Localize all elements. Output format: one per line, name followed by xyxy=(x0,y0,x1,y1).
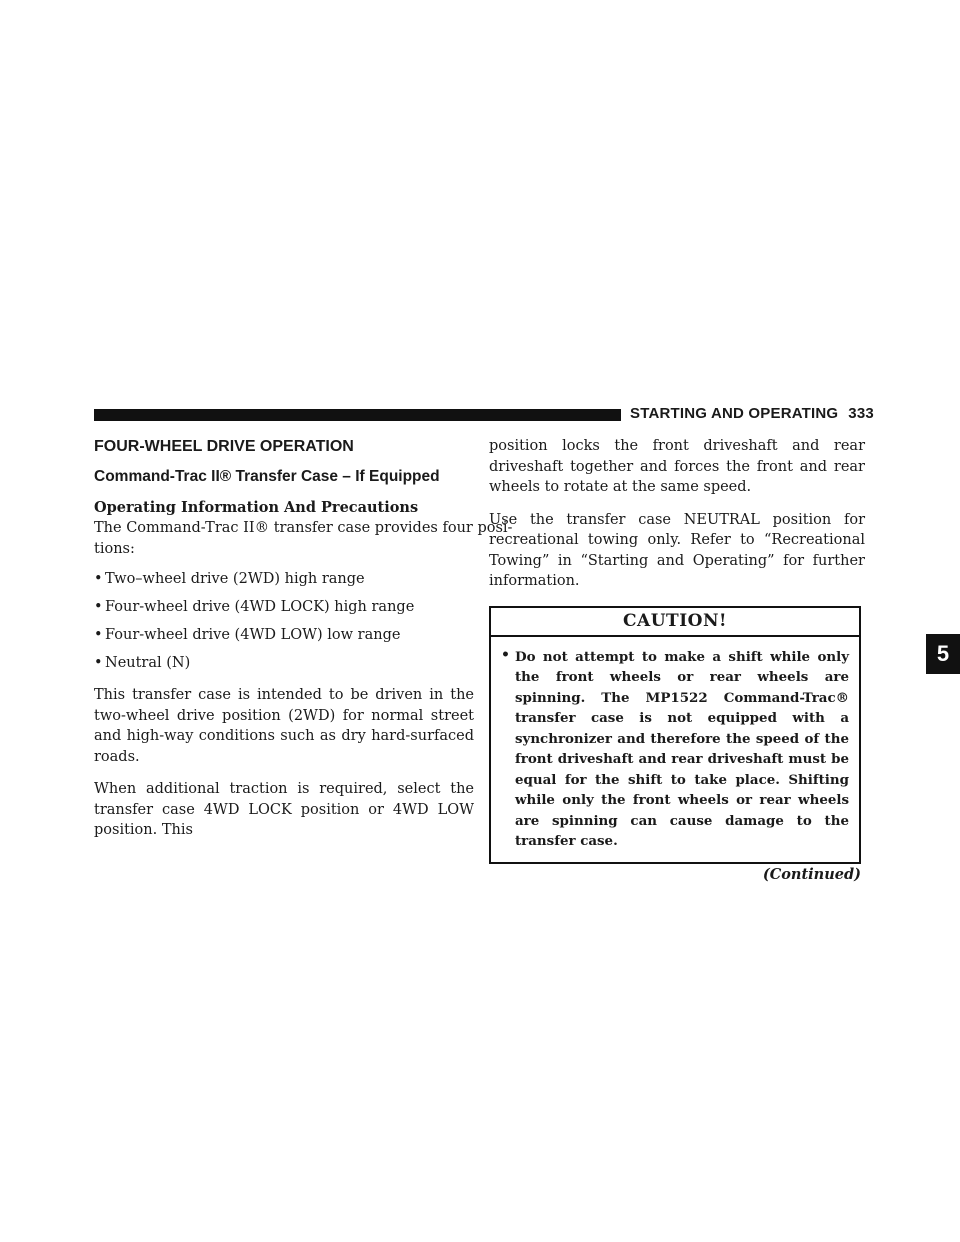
intro-line-1: The Command-Trac II® transfer case provides four posi- xyxy=(94,520,513,536)
caution-text: Do not attempt to make a shift while only the front wheels or rear wheels are spinning. The MP1522 Command-Trac® transfer case is not equipped with a synchronizer and therefore the speed of the front driveshaft and rear driveshaft must be equal for the shift to take place. Shifting while only the front wheels or rear wheels are spinning can cause damage to the transfer case. xyxy=(515,648,849,849)
caution-body xyxy=(491,637,859,862)
right-column xyxy=(489,436,865,883)
list-item: • Four-wheel drive (4WD LOW) low range xyxy=(94,627,401,643)
list-item: • Four-wheel drive (4WD LOCK) high range xyxy=(94,599,415,615)
paragraph-2wd: This transfer case is intended to be driven in the two-wheel drive position (2WD) for normal street and high-way conditions such as dry hard-surfaced roads. xyxy=(94,687,474,765)
paragraph-lock: position locks the front driveshaft and rear driveshaft together and forces the front and rear wheels to rotate at the same speed. xyxy=(489,438,865,495)
caution-bullet: • xyxy=(501,646,510,663)
positions-list xyxy=(94,569,474,673)
left-column xyxy=(94,436,513,853)
page-number: 333 xyxy=(848,405,874,422)
caution-title: CAUTION! xyxy=(491,608,859,637)
section-heading: FOUR-WHEEL DRIVE OPERATION xyxy=(94,438,354,455)
intro-paragraph xyxy=(94,518,513,559)
topic-heading: Operating Information And Precautions xyxy=(94,499,419,516)
paragraph-traction: When additional traction is required, select the transfer case 4WD LOCK position or 4WD LOW position. This xyxy=(94,781,474,838)
section-tab: 5 xyxy=(926,634,960,674)
paragraph-neutral: Use the transfer case NEUTRAL position for recreational towing only. Refer to “Recreational Towing” in “Starting and Operating” for further information. xyxy=(489,511,865,589)
section-title: STARTING AND OPERATING xyxy=(630,405,839,422)
header-rule xyxy=(94,409,621,421)
list-item: • Neutral (N) xyxy=(94,655,191,671)
running-header xyxy=(630,405,874,422)
subsection-heading: Command-Trac II® Transfer Case – If Equipped xyxy=(94,468,440,485)
caution-box xyxy=(489,606,861,864)
intro-line-2: tions: xyxy=(94,540,135,557)
continued-label: (Continued) xyxy=(762,865,861,883)
list-item: • Two–wheel drive (2WD) high range xyxy=(94,571,365,587)
